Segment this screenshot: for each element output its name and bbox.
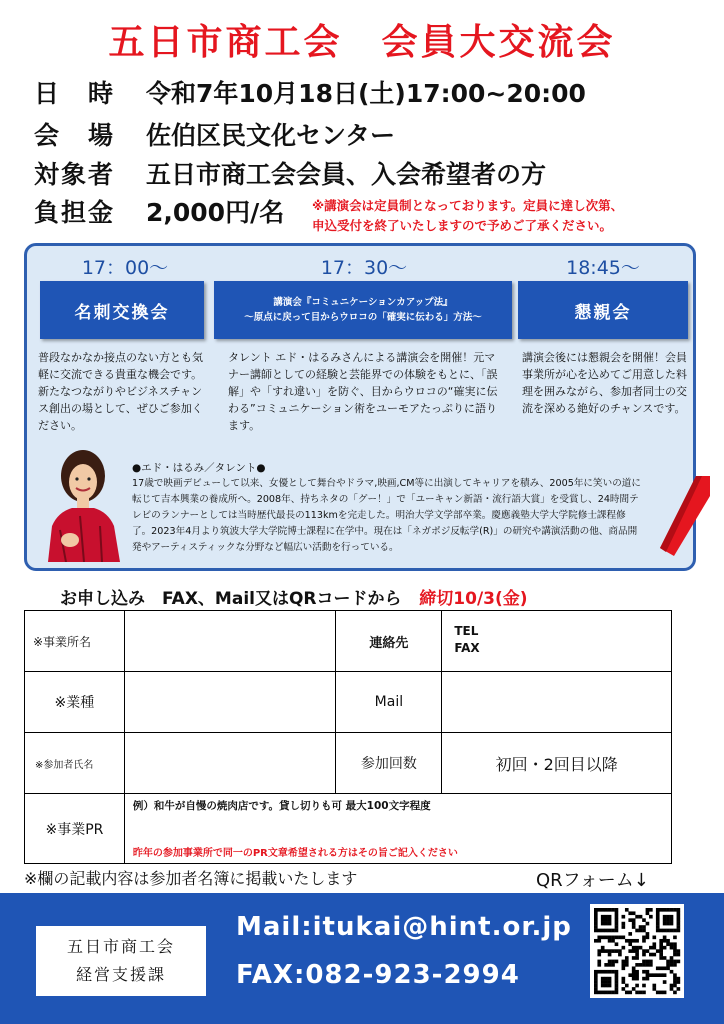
org-department: 経営支援課 xyxy=(75,965,166,984)
office-name-field[interactable] xyxy=(124,611,336,672)
participant-name-field[interactable] xyxy=(124,733,336,794)
venue-label: 会 場 xyxy=(34,121,116,150)
fee-row xyxy=(34,193,284,229)
footnote: ※欄の記載内容は参加者名簿に掲載いたします xyxy=(24,869,358,888)
speaker-photo xyxy=(40,446,126,562)
capacity-note-line2: 申込受付を終了いたしますので予めご了承ください。 xyxy=(312,218,613,233)
speaker-name: ●エド・はるみ／タレント● xyxy=(132,462,266,474)
fee-value: 2,000円/名 xyxy=(146,198,285,227)
pr-note: 昨年の参加事業所で同一のPR文章希望される方はその旨ご記入ください xyxy=(132,848,458,859)
party-desc: 講演会後には懇親会を開催！会員事業所が心を込めてご用意した料理を囲みながら、参加者同士の交流を深める絶好のチャンスです。 xyxy=(522,351,687,415)
contact-field[interactable] xyxy=(442,611,672,672)
party-heading: 懇親会 xyxy=(518,281,688,339)
business-pr-label: ※事業PR xyxy=(25,794,125,864)
networking-heading: 名刺交換会 xyxy=(40,281,204,339)
target-value: 五日市商工会会員、入会希望者の方 xyxy=(146,160,547,189)
lecture-heading xyxy=(214,281,512,339)
org-name: 五日市商工会 xyxy=(66,937,175,956)
participation-count-options[interactable]: 初回・2回目以降 xyxy=(442,733,672,794)
industry-field[interactable] xyxy=(124,672,336,733)
networking-desc: 普段なかなか接点のない方とも気軽に交流できる貴重な機会です。新たなつながりやビジネスチャンス創出の場として、ぜひご参加ください。 xyxy=(38,351,203,432)
business-pr-field[interactable] xyxy=(124,794,671,864)
apply-text: お申し込み FAX、Mail又はQRコードから xyxy=(60,589,402,609)
target-row xyxy=(34,155,546,191)
application-form xyxy=(24,610,672,864)
mail-field[interactable] xyxy=(442,672,672,733)
time-lecture: 17：30～ xyxy=(320,257,408,279)
fax-label: FAX xyxy=(454,641,480,655)
time-networking: 17：00～ xyxy=(81,257,169,279)
qr-code-icon[interactable] xyxy=(590,904,684,998)
venue-value: 佐伯区民文化センター xyxy=(146,121,396,150)
date-row xyxy=(34,74,586,110)
venue-row xyxy=(34,116,395,152)
pr-example: 例）和牛が自慢の焼肉店です。貸し切りも可 最大100文字程度 xyxy=(132,800,431,812)
participation-count-label: 参加回数 xyxy=(336,733,442,794)
date-value: 令和7年10月18日(土)17:00~20:00 xyxy=(146,79,586,108)
fee-label: 負担金 xyxy=(34,198,116,227)
capacity-note-line1: ※講演会は定員制となっております。定員に達し次第、 xyxy=(312,198,624,213)
lecture-desc: タレント エド・はるみさんによる講演会を開催！元マナー講師としての経験と芸能界での体験をもとに、「誤解」や「すれ違い」を防ぐ、目からウロコの“確実に伝わる”コミュニケーション術をユーモアたっぷりに語ります。 xyxy=(228,351,498,432)
contact-label: 連絡先 xyxy=(336,611,442,672)
apply-line xyxy=(60,584,528,609)
organization-box xyxy=(36,926,206,996)
time-party: 18:45～ xyxy=(566,257,640,279)
ribbon-decoration xyxy=(650,476,710,556)
target-label: 対象者 xyxy=(34,160,116,189)
qr-form-label: QRフォーム↓ xyxy=(536,870,649,891)
tel-label: TEL xyxy=(454,624,479,638)
lecture-heading-line1: 講演会『コミュニケーションカアップ法』 xyxy=(273,297,453,308)
office-name-label: ※事業所名 xyxy=(25,611,125,672)
contact-mail[interactable]: Mail:itukai@hint.or.jp xyxy=(236,912,572,942)
page-title: 五日市商工会 会員大交流会 xyxy=(108,22,616,63)
industry-label: ※業種 xyxy=(25,672,125,733)
deadline: 締切10/3(金) xyxy=(419,589,528,609)
participant-name-label: ※参加者氏名 xyxy=(25,733,125,794)
speaker-bio: 17歳で映画デビューして以来、女優として舞台やドラマ,映画,CM等に出演してキャリアを積み、2005年に笑いの道に転じて吉本興業の養成所へ。2008年、持ちネタの「グー！」で「ユーキャン新語・流行語大賞」を受賞し、24時間テレビのランナーとしては当時歴代最長の113kmを完走した。明治大学文学部卒業。慶應義塾大学大学院修士課程修了。2023年4月より筑波大学大学院博士課程に在学中。現在は「ネガポジ反転学(R)」の研究や講演活動の他、商品開発やアーティスティックな分野など幅広い活動を行っている。 xyxy=(132,478,641,553)
contact-fax: FAX:082-923-2994 xyxy=(236,960,520,990)
lecture-heading-line2: ～原点に戻って目からウロコの「確実に伝わる」方法～ xyxy=(244,312,482,323)
mail-label: Mail xyxy=(336,672,442,733)
capacity-note xyxy=(312,196,712,236)
date-label: 日 時 xyxy=(34,79,116,108)
